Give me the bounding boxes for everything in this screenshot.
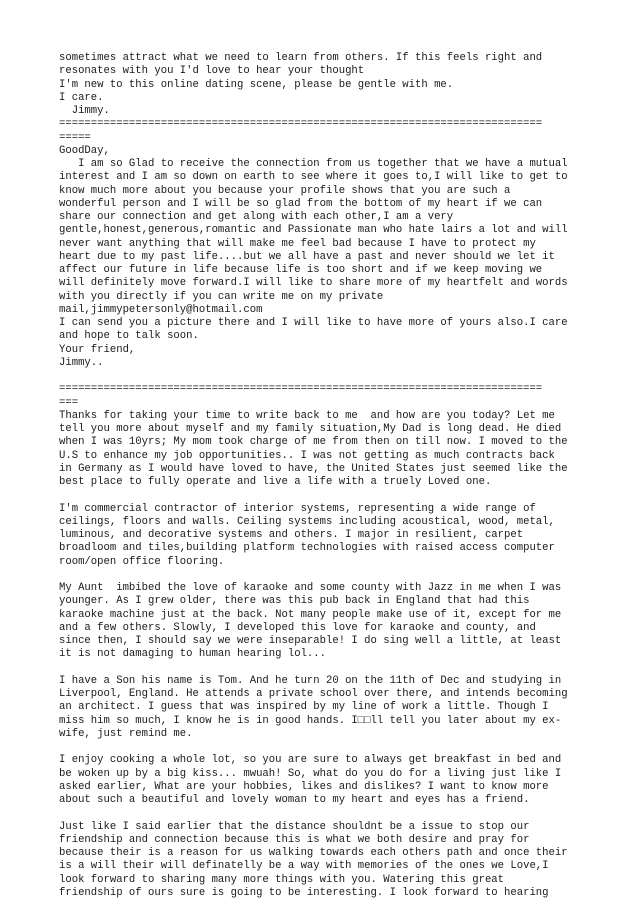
paragraph-gap (59, 662, 579, 675)
separator-rule: ============================================================================ (59, 383, 543, 396)
text-line: Just like I said earlier that the distance shouldnt be a issue to stop our (59, 820, 530, 833)
text-line: miss him so much, I know he is in good hands. I□□ll tell you later about my ex- (59, 714, 562, 727)
text-line: I'm commercial contractor of interior systems, representing a wide range of (59, 502, 536, 515)
text-line: wife, just remind me. (59, 727, 193, 740)
text-line: Thanks for taking your time to write back to me and how are you today? Let me (59, 409, 555, 422)
text-line: because their is a reason for us walking towards each others path and once their (59, 847, 568, 859)
text-line: Jimmy. (59, 105, 110, 117)
text-line: I'm new to this online dating scene, please be gentle with me. (59, 78, 454, 91)
text-line: be woken up by a big kiss... mwuah! So, what do you do for a living just like I (59, 767, 562, 780)
text-line: look forward to sharing many more things with you. Watering this great (59, 873, 505, 886)
paragraph-gap (59, 569, 579, 582)
text-line: Jimmy.. (59, 356, 104, 369)
text-line: and hope to talk soon. (59, 330, 199, 343)
text-line: an architect. I guess that was inspired by my line of work a little. Though I (59, 701, 549, 714)
text-line: asked earlier, What are your hobbies, likes and dislikes? I want to know more (59, 780, 549, 793)
text-line: ceilings, floors and walls. Ceiling systems including acoustical, wood, metal, (59, 515, 555, 528)
text-line: best place to fully operate and live a life with a truely Loved one. (59, 476, 492, 488)
text-line: tell you more about myself and my family situation,My Dad is long dead. He died (59, 423, 562, 435)
text-line: mail,jimmypetersonly@hotmail.com (59, 303, 263, 316)
text-line: since then, I should say we were inseparable! I do sing well a little, at least (59, 635, 562, 647)
text-line: will definitely move forward.I will like to share more of my heartfelt and words (59, 277, 568, 290)
text-line: Liverpool, England. He attends a private school over there, and intends becoming (59, 688, 568, 700)
text-line: My Aunt imbibed the love of karaoke and some county with Jazz in me when I was (59, 582, 562, 594)
text-line: younger. As I grew older, there was this pub back in England that had this (59, 595, 530, 608)
text-line: affect our future in life because life is too short and if we keep moving we (59, 264, 543, 276)
text-line: room/open office flooring. (59, 555, 225, 568)
text-line: with you directly if you can write me on my private (59, 290, 384, 303)
text-line: wonderful person and I will be so glad from the bottom of my heart if we can (59, 197, 543, 210)
text-line: luminous, and decorative systems and others. I major in resilient, carpet (59, 529, 524, 541)
text-line: GoodDay, (59, 144, 110, 157)
text-line: I enjoy cooking a whole lot, so you are sure to always get breakfast in bed and (59, 754, 562, 767)
paragraph-gap (59, 741, 579, 754)
text-line: Your friend, (59, 343, 136, 356)
paragraph-gap (59, 489, 579, 502)
text-line: U.S to enhance my job opportunities.. I was not getting as much contracts back (59, 449, 555, 462)
text-line: know much more about you because your profile shows that you are such a (59, 184, 511, 197)
text-line: never want anything that will make me feel bad because I have to protect my (59, 237, 536, 250)
text-line: broadloom and tiles,building platform technologies with raised access computer (59, 542, 555, 555)
text-line: interest and I am so down on earth to see where it goes to,I will like to get to (59, 171, 568, 184)
text-line: friendship of ours sure is going to be interesting. I look forward to hearing (59, 886, 549, 899)
text-line: I can send you a picture there and I will like to have more of yours also.I care (59, 317, 568, 329)
text-line: gentle,honest,generous,romantic and Passionate man who hate lairs a lot and will (59, 224, 568, 237)
paragraph-gap (59, 370, 579, 383)
text-line: sometimes attract what we need to learn from others. If this feels right and (59, 52, 543, 64)
text-line: in Germany as I would have loved to have, the United States just seemed like the (59, 462, 568, 475)
document-page (59, 52, 579, 900)
text-line: share our connection and get along with each other,I am a very (59, 211, 454, 223)
text-line: friendship and connection because this is what we both desire and pray for (59, 833, 530, 846)
separator-rule: ===== (59, 131, 91, 144)
text-line: I have a Son his name is Tom. And he turn 20 on the 11th of Dec and studying in (59, 674, 562, 687)
text-line: it is not damaging to human hearing lol... (59, 648, 327, 661)
separator-rule: === (59, 396, 79, 409)
text-line: I am so Glad to receive the connection from us together that we have a mutual (59, 158, 568, 170)
text-line: when I was 10yrs; My mom took charge of me from then on till now. I moved to the (59, 436, 568, 449)
text-line: heart due to my past life....but we all have a past and never should we let it (59, 250, 555, 263)
separator-rule: ============================================================================ (59, 118, 543, 131)
text-line: is a will their will definatelly be a way with memories of the ones we Love,I (59, 860, 549, 873)
text-line: karaoke machine just at the back. Not many people make use of it, except for me (59, 608, 562, 621)
text-line: about such a beautiful and lovely woman to my heart and eyes has a friend. (59, 794, 530, 806)
text-line: I care. (59, 91, 104, 104)
text-line: resonates with you I'd love to hear your thought (59, 65, 365, 78)
paragraph-gap (59, 807, 579, 820)
text-line: and a few others. Slowly, I developed this love for karaoke and county, and (59, 621, 536, 634)
